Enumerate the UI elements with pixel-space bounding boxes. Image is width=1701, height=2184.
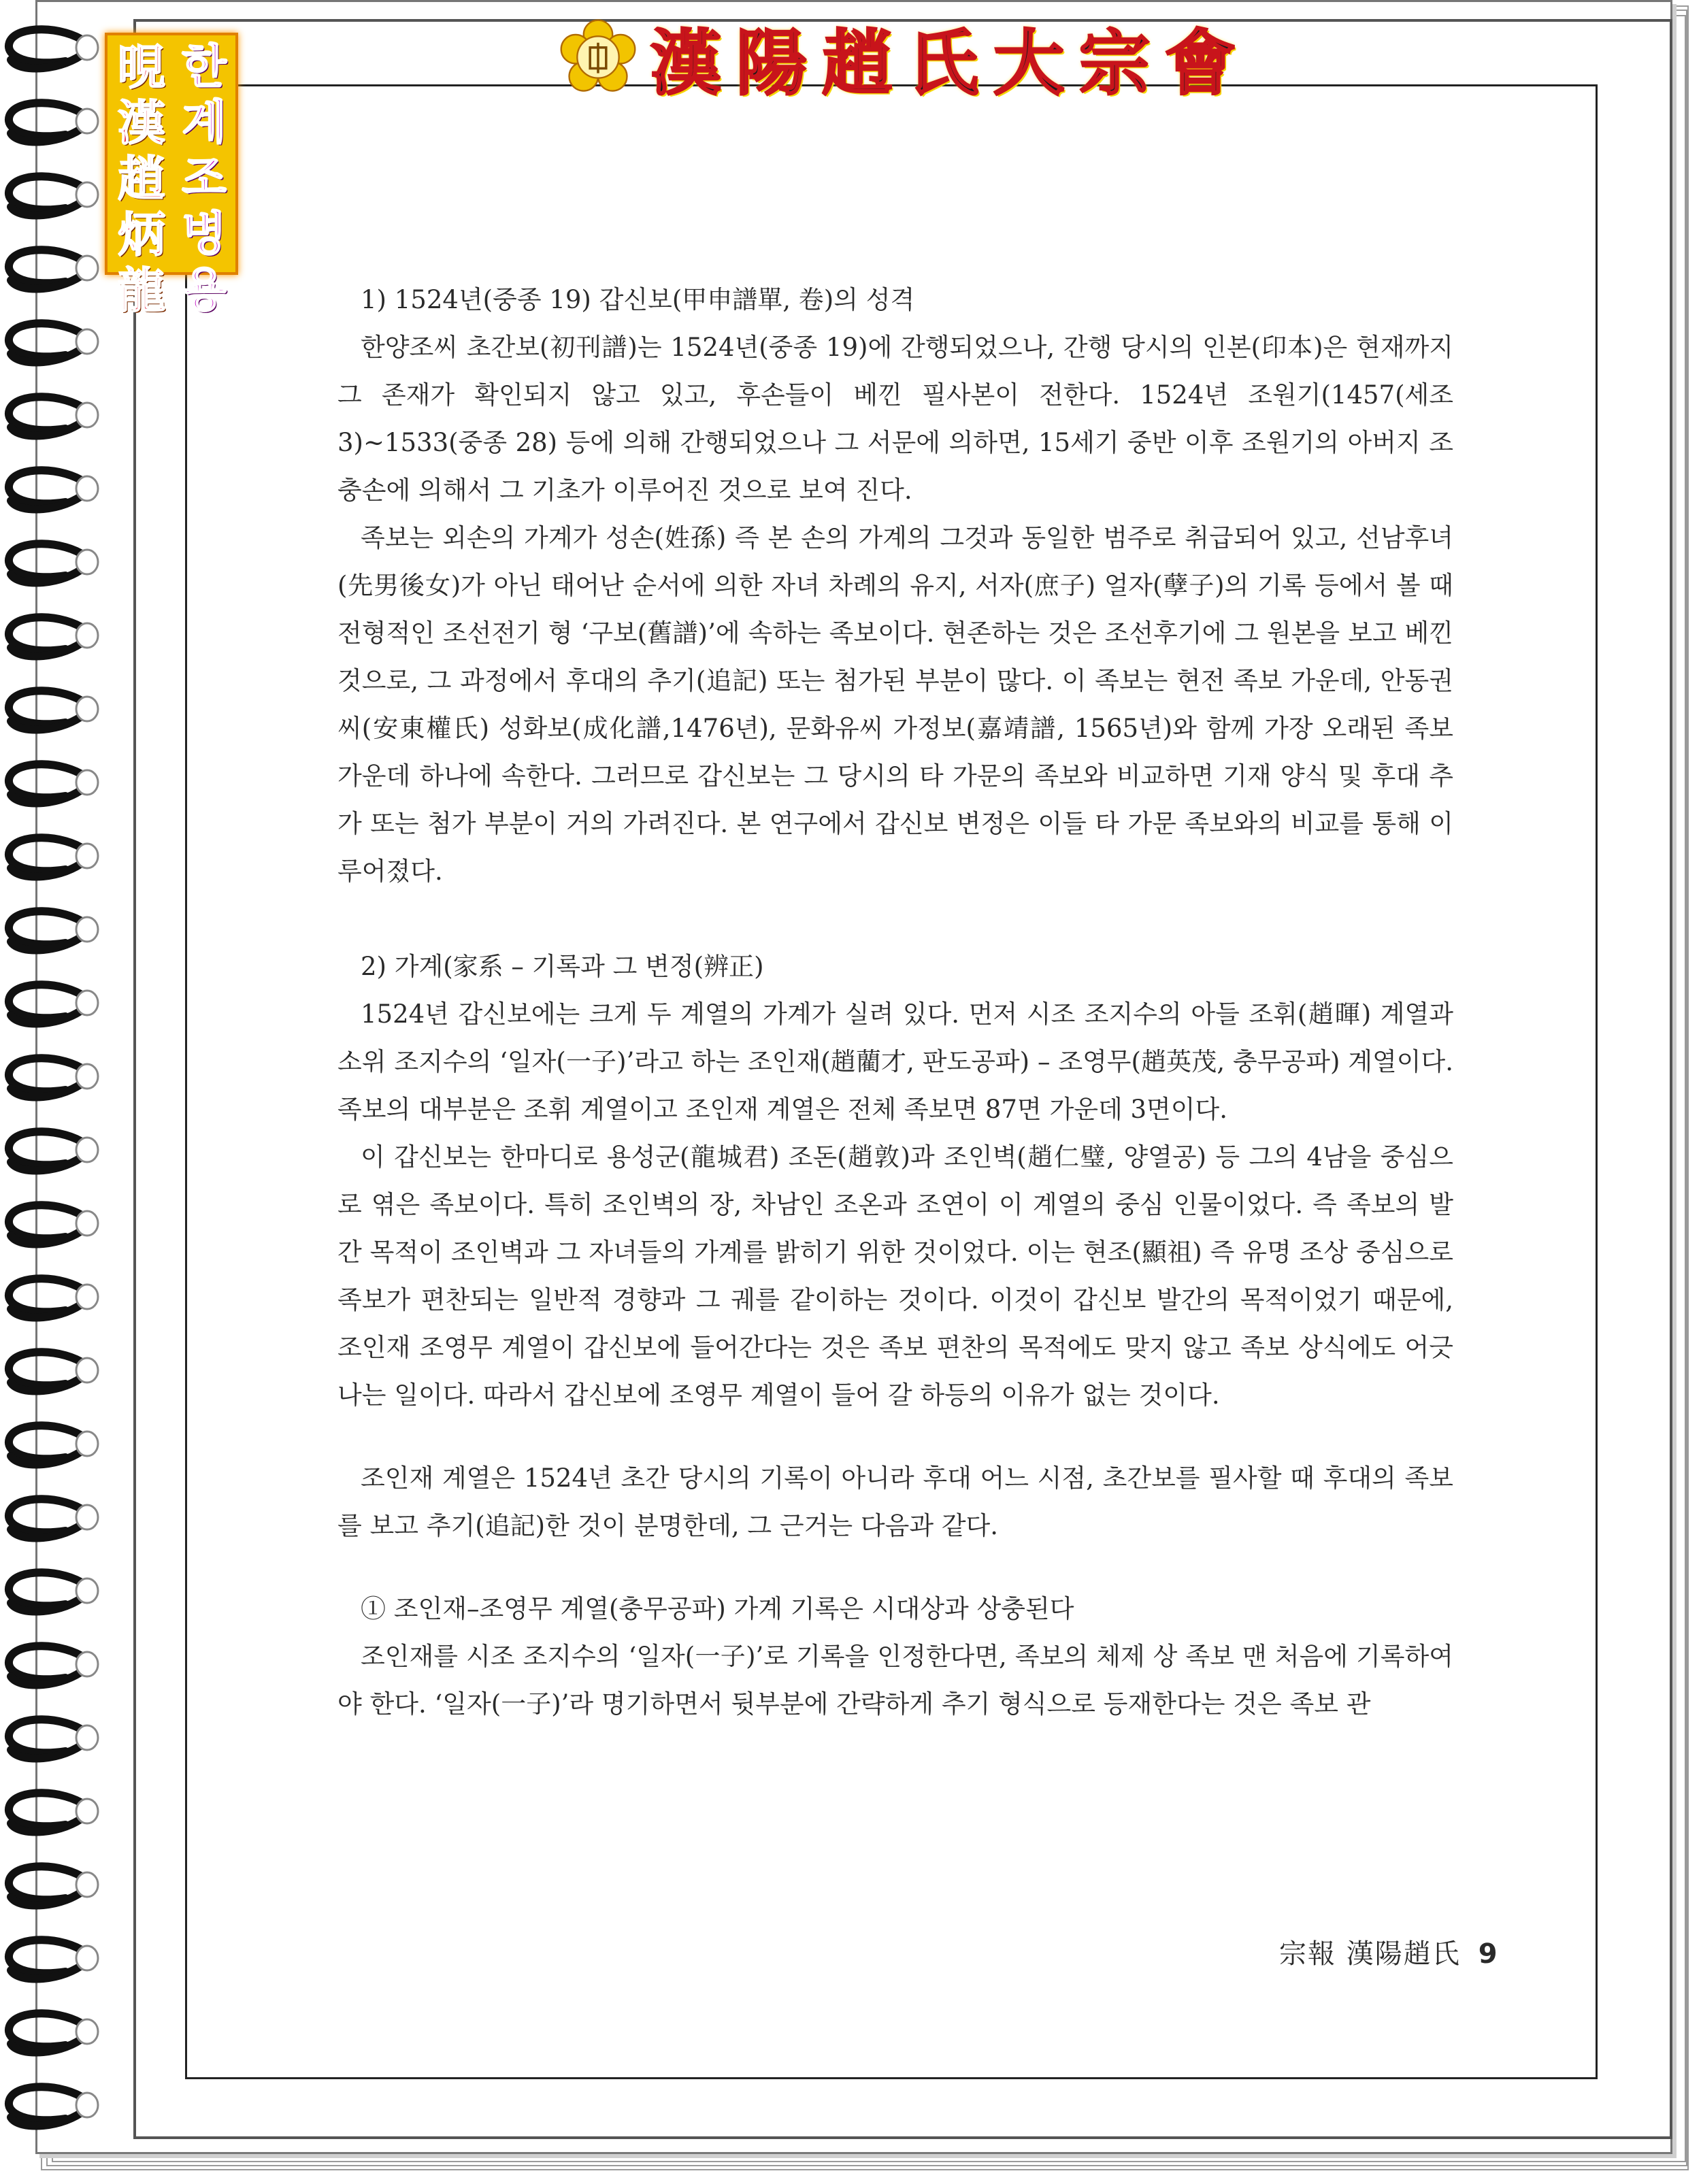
paragraph: 이 갑신보는 한마디로 용성군(龍城君) 조돈(趙敦)과 조인벽(趙仁璧, 양열공) 등 그의 4남을 중심으로 엮은 족보이다. 특히 조인벽의 장, 차남인 조온과 조연이 이 계열의 중심 인물이었다. 즉 족보의 발간 목적이 조인벽과 그 자녀들의 가계를 밝히기 위한 것이었다. 이는 현조(顯祖) 즉 유명 조상 중심으로 족보가 편찬되는 일반적 경향과 그 궤를 같이하는 것이다. 이것이 갑신보 발간의 목적이었기 때문에, 조인재 조영무 계열이 갑신보에 들어간다는 것은 족보 편찬의 목적에도 맞지 않고 족보 상식에도 어긋나는 일이다. 따라서 갑신보에 조영무 계열이 들어 갈 하등의 이유가 없는 것이다. bbox=[337, 1142, 1453, 1410]
logo-hangul-char: 한 bbox=[182, 40, 227, 94]
spiral-ring-icon bbox=[3, 830, 105, 887]
spiral-ring-icon bbox=[3, 1197, 105, 1255]
logo-hangul-char: 계 bbox=[182, 96, 227, 150]
page-header bbox=[558, 10, 1251, 105]
spiral-ring-icon bbox=[3, 22, 105, 79]
spiral-ring-icon bbox=[3, 316, 105, 373]
spiral-ring-icon bbox=[3, 95, 105, 152]
spiral-ring-icon bbox=[3, 463, 105, 520]
corner-logo bbox=[105, 33, 238, 318]
spiral-ring-icon bbox=[3, 242, 105, 299]
spiral-ring-icon bbox=[3, 1124, 105, 1181]
spiral-ring-icon bbox=[3, 2006, 105, 2063]
logo-hanja-char: 趙 bbox=[118, 150, 165, 207]
spiral-binding bbox=[0, 0, 116, 2184]
page-footer bbox=[1279, 1932, 1499, 1971]
paragraph: 1524년 갑신보에는 크게 두 계열의 가계가 실려 있다. 먼저 시조 조지수의 아들 조휘(趙暉) 계열과 소위 조지수의 ‘일자(一子)’라고 하는 조인재(趙藺才, 판도공파) – 조영무(趙英茂, 충무공파) 계열이다. 족보의 대부분은 조휘 계열이고 조인재 계열은 전체 족보면 87면 가운데 3면이다. bbox=[337, 999, 1453, 1124]
paragraph: 한양조씨 초간보(初刊譜)는 1524년(중종 19)에 간행되었으나, 간행 당시의 인본(印本)은 현재까지 그 존재가 확인되지 않고 있고, 후손들이 베낀 필사본이 전한다. 1524년 조원기(1457(세조 3)~1533(중종 28) 등에 의해 간행되었으나 그 서문에 의하면, 15세기 중반 이후 조원기의 아버지 조충손에 의해서 그 기초가 이루어진 것으로 보여 진다. bbox=[337, 333, 1453, 505]
spiral-ring-icon bbox=[3, 389, 105, 446]
logo-hanja-char: 炳 bbox=[118, 206, 165, 263]
spiral-ring-icon bbox=[3, 1859, 105, 1916]
spiral-ring-icon bbox=[3, 1932, 105, 1989]
spiral-ring-icon bbox=[3, 1785, 105, 1842]
spiral-ring-icon bbox=[3, 977, 105, 1034]
section-heading: 1) 1524년(중종 19) 갑신보(甲申譜單, 卷)의 성격 bbox=[361, 285, 915, 314]
logo-hanja-column bbox=[112, 39, 171, 318]
logo-hangul-column bbox=[174, 39, 234, 317]
logo-hanja-char: 晛 bbox=[118, 39, 165, 95]
spiral-ring-icon bbox=[3, 1271, 105, 1328]
spiral-ring-icon bbox=[3, 610, 105, 667]
spiral-ring-icon bbox=[3, 757, 105, 814]
spiral-ring-icon bbox=[3, 169, 105, 226]
spiral-ring-icon bbox=[3, 1344, 105, 1402]
logo-hangul-char: 용 bbox=[182, 263, 227, 317]
logo-hangul-char: 조 bbox=[182, 152, 227, 205]
footer-label: 宗報 漢陽趙氏 bbox=[1279, 1938, 1461, 1970]
logo-hanja-char: 龍 bbox=[118, 262, 165, 318]
section-heading: 2) 가계(家系 – 기록과 그 변정(辨正) bbox=[361, 952, 764, 981]
spiral-ring-icon bbox=[3, 683, 105, 740]
logo-hanja-char: 漢 bbox=[118, 95, 165, 151]
spiral-ring-icon bbox=[3, 1050, 105, 1108]
spiral-ring-icon bbox=[3, 1712, 105, 1769]
paragraph: 족보는 외손의 가계가 성손(姓孫) 즉 본 손의 가계의 그것과 동일한 범주로 취급되어 있고, 선남후녀(先男後女)가 아닌 태어난 순서에 의한 자녀 차례의 유지, 서자(庶子) 얼자(孽子)의 기록 등에서 볼 때 전형적인 조선전기 형 ‘구보(舊譜)’에 속하는 족보이다. 현존하는 것은 조선후기에 그 원본을 보고 베낀 것으로, 그 과정에서 후대의 추기(追記) 또는 첨가된 부분이 많다. 이 족보는 현전 족보 가운데, 안동권씨(安東權氏) 성화보(成化譜,1476년), 문화유씨 가정보(嘉靖譜, 1565년)와 함께 가장 오래된 족보 가운데 하나에 속한다. 그러므로 갑신보는 그 당시의 타 가문의 족보와 비교하면 기재 양식 및 후대 추가 또는 첨가 부분이 거의 가려진다. 본 연구에서 갑신보 변정은 이들 타 가문 족보와의 비교를 통해 이루어졌다. bbox=[337, 523, 1453, 886]
spiral-ring-icon bbox=[3, 536, 105, 593]
article-body bbox=[337, 276, 1453, 1728]
page-number: 9 bbox=[1478, 1938, 1499, 1970]
clan-emblem-icon bbox=[558, 17, 638, 97]
logo-hangul-char: 병 bbox=[182, 208, 227, 261]
paragraph: 조인재 계열은 1524년 초간 당시의 기록이 아니라 후대 어느 시점, 초간보를 필사할 때 후대의 족보를 보고 추기(追記)한 것이 분명한데, 그 근거는 다음과 같다. bbox=[337, 1463, 1453, 1540]
spiral-ring-icon bbox=[3, 1638, 105, 1695]
spiral-ring-icon bbox=[3, 1491, 105, 1549]
spiral-ring-icon bbox=[3, 2079, 105, 2136]
spiral-ring-icon bbox=[3, 1565, 105, 1622]
page-title: 漢陽趙氏大宗會 bbox=[650, 21, 1251, 105]
paragraph: 조인재를 시조 조지수의 ‘일자(一子)’로 기록을 인정한다면, 족보의 체제 상 족보 맨 처음에 기록하여야 한다. ‘일자(一子)’라 명기하면서 뒷부분에 간략하게 추기 형식으로 등재한다는 것은 족보 관 bbox=[337, 1642, 1453, 1719]
spiral-ring-icon bbox=[3, 1418, 105, 1475]
section-heading: ① 조인재–조영무 계열(충무공파) 가계 기록은 시대상과 상충된다 bbox=[361, 1594, 1074, 1623]
spiral-ring-icon bbox=[3, 904, 105, 961]
